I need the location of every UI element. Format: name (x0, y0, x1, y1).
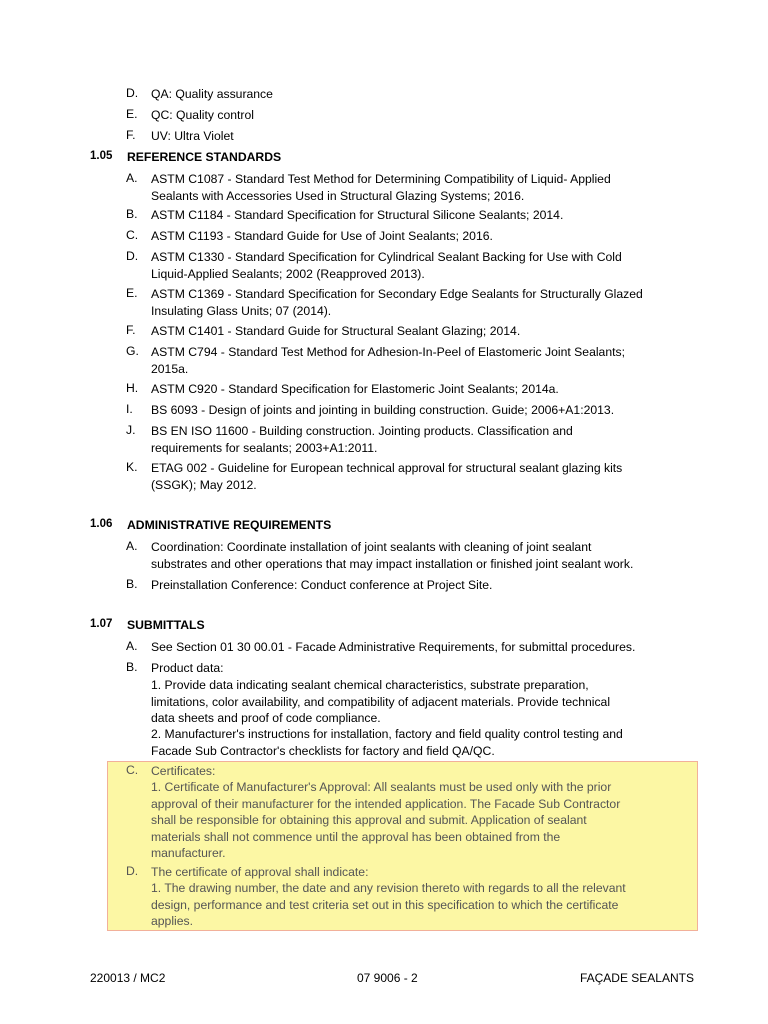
item-letter: A. (126, 171, 138, 185)
item-text: UV: Ultra Violet (151, 129, 234, 143)
item-letter: E. (126, 107, 138, 121)
item-letter: K. (126, 460, 138, 474)
item-text: ASTM C1193 - Standard Guide for Use of Joint Sealants; 2016. (151, 229, 493, 243)
item-text: QC: Quality control (151, 108, 254, 122)
item-text: ETAG 002 - Guideline for European technical approval for structural sealant glazing kits (SSGK); May 2012. (151, 461, 623, 492)
item-text: ASTM C1330 - Standard Specification for Cylindrical Sealant Backing for Use with Cold Liquid-Applied Sealants; 2002 (Reapproved 2013). (151, 250, 622, 281)
item-letter: D. (126, 249, 139, 263)
item-letter: C. (126, 763, 139, 777)
section-number: 1.06 (90, 518, 113, 530)
item-text: BS 6093 - Design of joints and jointing in building construction. Guide; 2006+A1:2013. (151, 403, 615, 417)
item-letter: F. (126, 128, 136, 142)
item-letter: D. (126, 864, 139, 878)
item-letter: B. (126, 660, 138, 674)
sub-item-text: 1. Certificate of Manufacturer's Approval: All sealants must be used only with the prior approval of their manufacturer for the intended application. The Facade Sub Contractor shall be responsible for obtaining this approval and submit. Application of sealant materials shall not commence until the approval has been obtained from the manufacturer. (151, 780, 621, 860)
item-text: See Section 01 30 00.01 - Facade Administrative Requirements, for submittal procedures. (151, 640, 636, 654)
item-letter: B. (126, 577, 138, 591)
item-letter: J. (126, 423, 136, 437)
sub-item-text: 2. Manufacturer's instructions for installation, factory and field quality control testing and Facade Sub Contractor's checklists for factory and field QA/QC. (151, 727, 623, 758)
footer-project-code: 220013 / MC2 (90, 971, 166, 985)
item-text: ASTM C1087 - Standard Test Method for Determining Compatibility of Liquid- Applied Sealants with Accessories Used in Structural Glazing Systems; 2016. (151, 172, 611, 203)
item-letter: I. (126, 402, 133, 416)
item-text: ASTM C794 - Standard Test Method for Adhesion-In-Peel of Elastomeric Joint Sealants; 2015a. (151, 345, 625, 376)
item-text: ASTM C1401 - Standard Guide for Structural Sealant Glazing; 2014. (151, 324, 521, 338)
section-title: SUBMITTALS (127, 618, 205, 632)
footer-section-title: FAÇADE SEALANTS (579, 971, 694, 985)
item-text: ASTM C1369 - Standard Specification for Secondary Edge Sealants for Structurally Glazed Insulating Glass Units; 07 (2014). (151, 287, 643, 318)
item-text: Certificates: (151, 764, 216, 778)
item-letter: G. (126, 344, 139, 358)
item-letter: B. (126, 207, 138, 221)
section-title: REFERENCE STANDARDS (127, 150, 282, 164)
item-text: Preinstallation Conference: Conduct conference at Project Site. (151, 578, 493, 592)
sub-item-text: 1. Provide data indicating sealant chemical characteristics, substrate preparation, limitations, color availability, and compatibility of adjacent materials. Provide technical data sheets and proof of code compliance. (151, 678, 611, 725)
item-letter: A. (126, 539, 138, 553)
item-letter: D. (126, 86, 139, 100)
item-text: Product data: (151, 661, 224, 675)
footer-page-number: 07 9006 - 2 (357, 971, 418, 985)
item-text: QA: Quality assurance (151, 87, 273, 101)
item-text: The certificate of approval shall indicate: (151, 865, 369, 879)
item-letter: A. (126, 639, 138, 653)
section-title: ADMINISTRATIVE REQUIREMENTS (127, 518, 332, 532)
sub-item-text: 1. The drawing number, the date and any revision thereto with regards to all the relevant design, performance and test criteria set out in this specification to which the certificate applies. (151, 881, 626, 928)
item-text: ASTM C920 - Standard Specification for Elastomeric Joint Sealants; 2014a. (151, 382, 559, 396)
item-text: Coordination: Coordinate installation of joint sealants with cleaning of joint sealant substrates and other operations that may impact installation or finished joint sealant work. (151, 540, 634, 571)
section-number: 1.05 (90, 150, 113, 162)
item-letter: E. (126, 286, 138, 300)
item-letter: C. (126, 228, 139, 242)
section-number: 1.07 (90, 618, 113, 630)
item-letter: F. (126, 323, 136, 337)
item-text: ASTM C1184 - Standard Specification for Structural Silicone Sealants; 2014. (151, 208, 564, 222)
item-text: BS EN ISO 11600 - Building construction. Jointing products. Classification and requirements for sealants; 2003+A1:2011. (151, 424, 573, 455)
item-letter: H. (126, 381, 139, 395)
